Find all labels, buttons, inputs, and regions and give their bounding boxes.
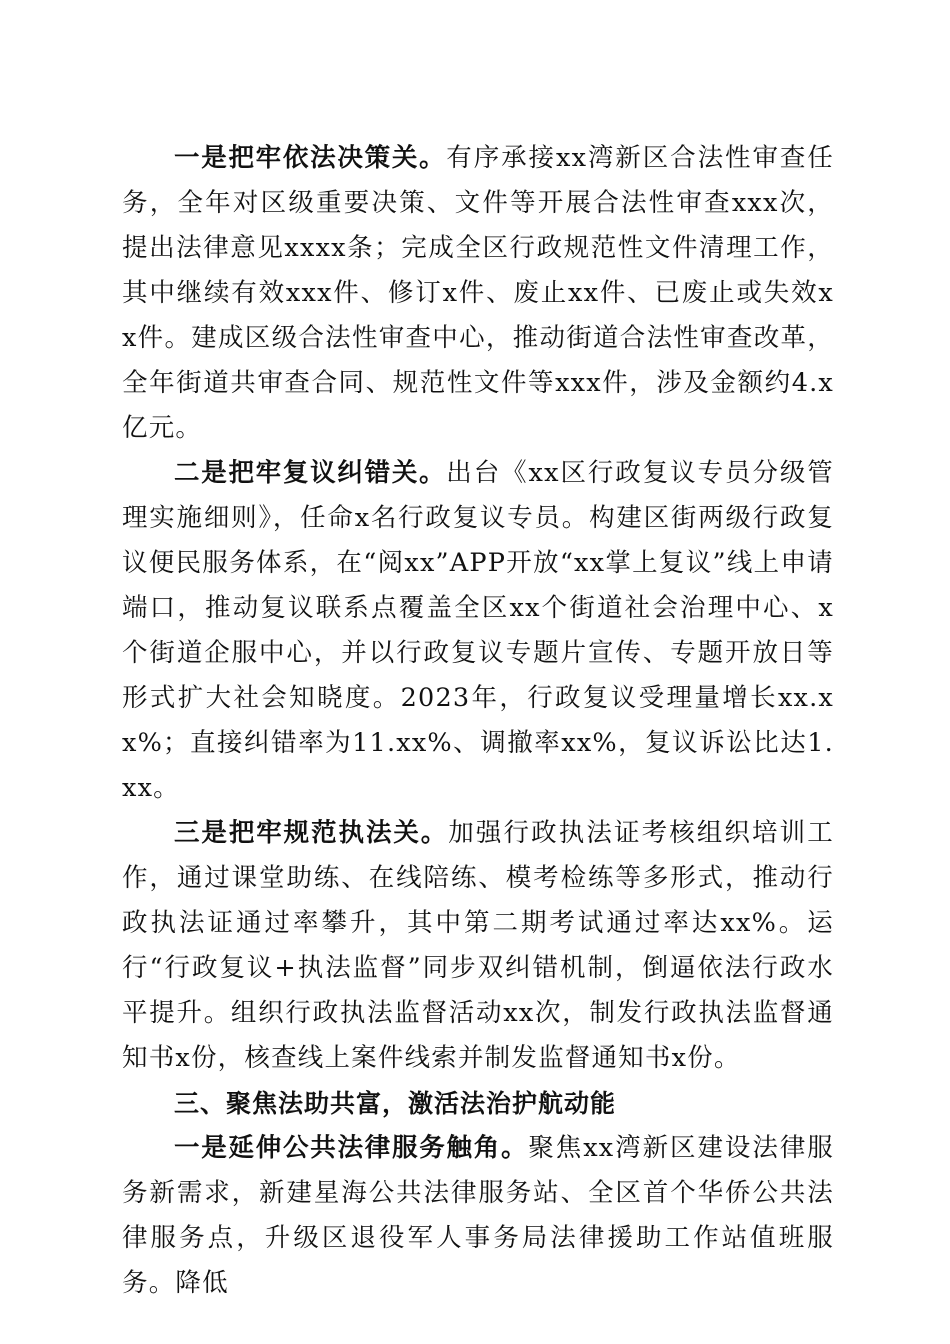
paragraph-legal-decision — [122, 136, 834, 451]
paragraph-text: 加强行政执法证考核组织培训工作，通过课堂助练、在线陪练、模考检练等多形式，推动行政执法证通过率攀升，其中第二期考试通过率达xx%。运行“行政复议+执法监督”同步双纠错机制，倒逼依法行政水平提升。组织行政执法监督活动xx次，制发行政执法监督通知书x份，核查线上案件线索并制发监督通知书x份。 — [122, 818, 834, 1073]
paragraph-reconsideration — [122, 451, 834, 811]
paragraph-law-enforcement — [122, 811, 834, 1081]
paragraph-public-legal-service — [122, 1126, 834, 1306]
section-heading: 三、聚焦法助共富，激活法治护航动能 — [174, 1089, 617, 1118]
paragraph-text: 有序承接xx湾新区合法性审查任务，全年对区级重要决策、文件等开展合法性审查xxx次，提出法律意见xxxx条；完成全区行政规范性文件清理工作，其中继续有效xxx件、修订x件、废止xx件、已废止或失效xx件。建成区级合法性审查中心，推动街道合法性审查改革，全年街道共审查合同、规范性文件等xxx件，涉及金额约4.x亿元。 — [122, 143, 834, 443]
paragraph-text: 聚焦xx湾新区建设法律服务新需求，新建星海公共法律服务站、全区首个华侨公共法律服务点，升级区退役军人事务局法律援助工作站值班服务。降低 — [122, 1133, 834, 1298]
paragraph-lead: 一是延伸公共法律服务触角。 — [174, 1133, 529, 1163]
paragraph-text: 出台《xx区行政复议专员分级管理实施细则》，任命x名行政复议专员。构建区街两级行政复议便民服务体系，在“阅xx”APP开放“xx掌上复议”线上申请端口，推动复议联系点覆盖全区xx个街道社会治理中心、x个街道企服中心，并以行政复议专题片宣传、专题开放日等形式扩大社会知晓度。2023年，行政复议受理量增长xx.xx%；直接纠错率为11.xx%、调撤率xx%，复议诉讼比达1.xx。 — [122, 458, 834, 803]
paragraph-lead: 一是把牢依法决策关。 — [174, 143, 447, 173]
document-body — [122, 136, 834, 1306]
paragraph-lead: 二是把牢复议纠错关。 — [174, 458, 447, 488]
paragraph-lead: 三是把牢规范执法关。 — [174, 818, 449, 848]
